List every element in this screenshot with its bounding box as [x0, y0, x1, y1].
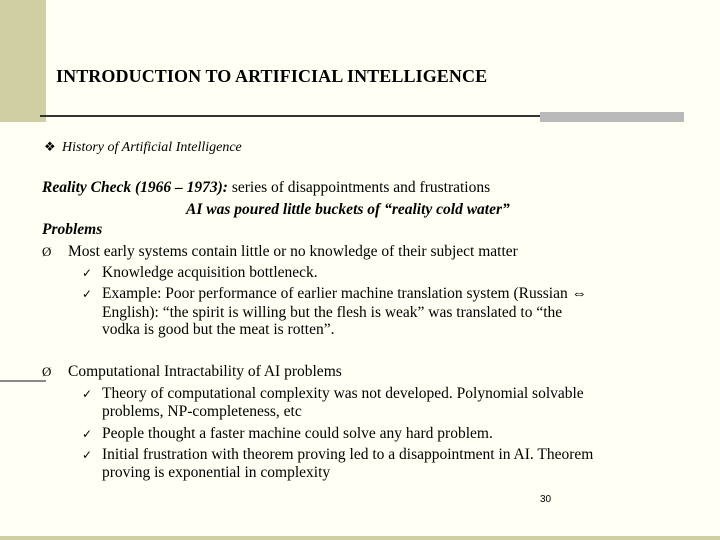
slide-title: INTRODUCTION TO ARTIFICIAL INTELLIGENCE — [56, 66, 488, 86]
reality-check-emphasis: AI was poured little buckets of “reality cold water” — [186, 201, 510, 218]
sub-list-item-continuation: problems, NP-completeness, etc — [102, 403, 302, 420]
reality-check-text: series of disappointments and frustrations — [227, 179, 491, 196]
checkmark-icon: ✓ — [82, 448, 93, 462]
sub-list-item-continuation: English): “the spirit is willing but the flesh is weak” was translated to “the — [102, 304, 563, 321]
diamond-bullet-icon: ❖ — [44, 139, 56, 154]
list-item — [42, 243, 518, 261]
arrow-bullet-icon: Ø — [42, 244, 52, 259]
side-accent-bar — [0, 0, 46, 112]
list-item — [42, 363, 342, 381]
sub-list-item-continuation: proving is exponential in complexity — [102, 464, 331, 481]
sub-list-item-text: Theory of computational complexity was not developed. Polynomial solvable — [102, 385, 584, 402]
page-number: 30 — [540, 494, 552, 505]
sub-list-item-text: Example: Poor performance of earlier machine translation system (Russian ⇔ — [102, 285, 588, 302]
left-margin-mark — [0, 380, 46, 382]
sub-list-item-text: People thought a faster machine could solve any hard problem. — [102, 425, 493, 442]
sub-list-item — [82, 446, 593, 464]
list-item-text: Computational Intractability of AI problems — [68, 363, 342, 380]
arrow-bullet-icon: Ø — [42, 364, 52, 379]
checkmark-icon: ✓ — [82, 266, 93, 280]
checkmark-icon: ✓ — [82, 427, 93, 441]
section-heading-text: History of Artificial Intelligence — [62, 140, 242, 155]
sub-list-item-continuation: vodka is good but the meat is rotten”. — [102, 321, 335, 338]
title-divider — [40, 115, 540, 117]
bottom-accent-bar — [0, 536, 720, 540]
list-item-text: Most early systems contain little or no knowledge of their subject matter — [68, 243, 518, 260]
reality-check-line — [42, 179, 490, 197]
sub-list-item-text: Initial frustration with theorem proving led to a disappointment in AI. Theorem — [102, 446, 594, 463]
sub-list-item — [82, 385, 584, 403]
title-divider-accent — [540, 112, 684, 122]
problems-heading: Problems — [42, 221, 103, 238]
checkmark-icon: ✓ — [82, 287, 93, 301]
sub-list-item — [82, 264, 318, 282]
sub-list-item-text: Knowledge acquisition bottleneck. — [102, 264, 318, 281]
sub-list-item — [82, 425, 493, 443]
checkmark-icon: ✓ — [82, 387, 93, 401]
side-accent-bar-lower — [0, 112, 46, 122]
reality-check-label: Reality Check (1966 – 1973): — [42, 179, 228, 196]
section-heading — [44, 139, 242, 156]
sub-list-item — [82, 285, 587, 303]
